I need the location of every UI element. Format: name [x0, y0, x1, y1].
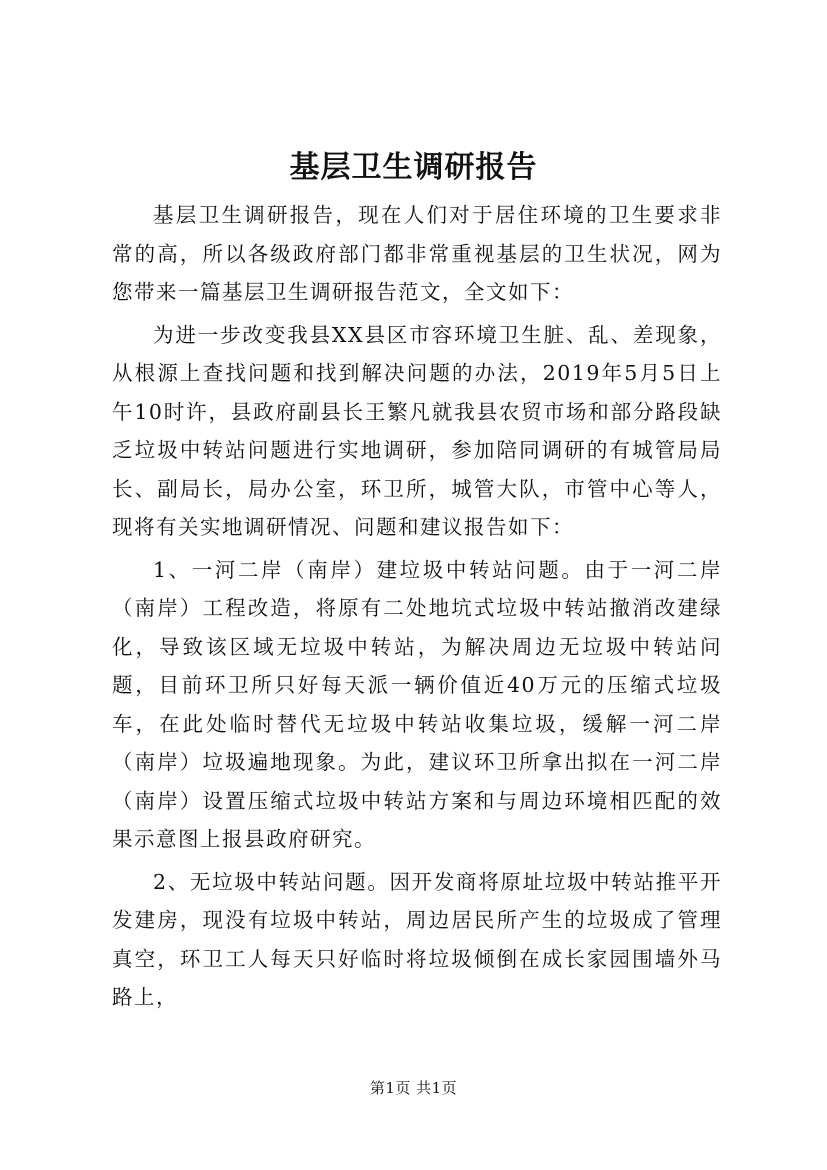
- document-body: [112, 196, 722, 1021]
- document-title: 基层卫生调研报告: [289, 150, 538, 185]
- paragraph-background: 为进一步改变我县XX县区市容环境卫生脏、乱、差现象，从根源上查找问题和找到解决问题的办法，2019年5月5日上午10时许，县政府副县长王繁凡就我县农贸市场和部分路段缺乏垃圾中转站问题进行实地调研，参加陪同调研的有城管局局长、副局长，局办公室，环卫所，城管大队，市管中心等人，现将有关实地调研情况、问题和建议报告如下：: [112, 322, 722, 539]
- paragraph-issue-1: 1、一河二岸（南岸）建垃圾中转站问题。由于一河二岸（南岸）工程改造，将原有二处地坑式垃圾中转站撤消改建绿化，导致该区域无垃圾中转站，为解决周边无垃圾中转站问题，目前环卫所只好每天派一辆价值近40万元的压缩式垃圾车，在此处临时替代无垃圾中转站收集垃圾，缓解一河二岸（南岸）垃圾遍地现象。为此，建议环卫所拿出拟在一河二岸（南岸）设置压缩式垃圾中转站方案和与周边环境相匹配的效果示意图上报县政府研究。: [112, 557, 722, 851]
- paragraph-issue-2: 2、无垃圾中转站问题。因开发商将原址垃圾中转站推平开发建房，现没有垃圾中转站，周边居民所产生的垃圾成了管理真空，环卫工人每天只好临时将垃圾倾倒在成长家园围墙外马路上，: [112, 869, 722, 1009]
- page-number-footer: 第1页 共1页: [369, 1079, 458, 1097]
- paragraph-intro: 基层卫生调研报告，现在人们对于居住环境的卫生要求非常的高，所以各级政府部门都非常重视基层的卫生状况，网为您带来一篇基层卫生调研报告范文，全文如下：: [112, 203, 722, 304]
